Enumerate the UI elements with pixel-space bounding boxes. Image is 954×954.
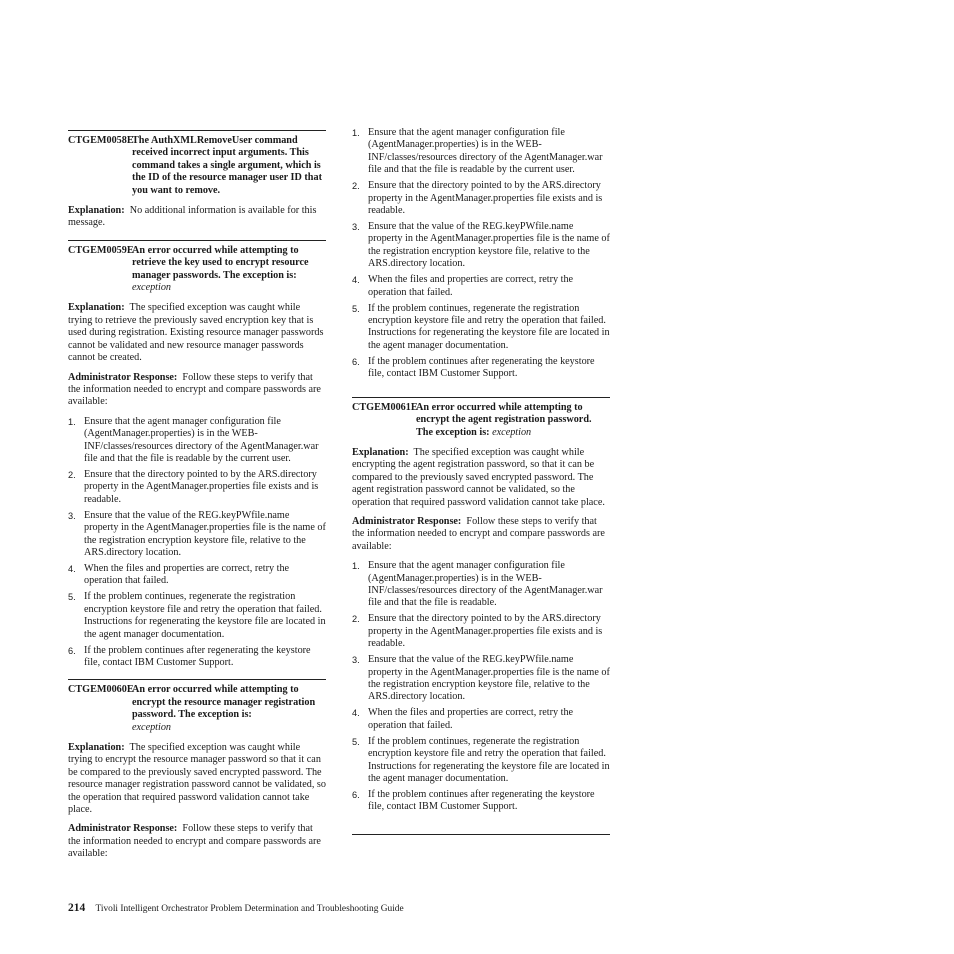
explanation-text: No additional information is available for this message.: [68, 205, 317, 229]
exception-placeholder: exception: [132, 721, 172, 733]
explanation-label: Explanation:: [68, 302, 125, 314]
explanation-text: The specified exception was caught while trying to encrypt the resource manager password so that it can be compared to the previously saved encrypted password. The resource manager registration password cannot be validated, so the operation that required password validation cannot take place.: [68, 742, 326, 816]
book-title: Tivoli Intelligent Orchestrator Problem Determination and Troubleshooting Guide: [95, 904, 404, 914]
list-item: 6. If the problem continues after regenerating the keystore file, contact IBM Customer Support.: [352, 789, 595, 813]
admin-response-label: Administrator Response:: [352, 515, 462, 527]
explanation-text: The specified exception was caught while trying to retrieve the previously saved encryption key that is used during registration. Existing resource manager passwords cannot be validated and new resource manager passwords cannot be created.: [68, 302, 324, 364]
message-id: CTGEM0059E: [68, 244, 134, 256]
list-item: 1. Ensure that the agent manager configuration file (AgentManager.properties) is in the WEB-INF/classes/resources directory of the AgentManager.war file and that the file is readable by the current user.: [68, 415, 319, 464]
exception-placeholder: exception: [132, 282, 172, 294]
list-item: 2. Ensure that the directory pointed to by the ARS.directory property in the AgentManager.properties file exists and is readable.: [352, 180, 603, 217]
explanation: [68, 742, 326, 816]
explanation-label: Explanation:: [352, 446, 409, 458]
list-item: 2. Ensure that the directory pointed to by the ARS.directory property in the AgentManager.properties file exists and is readable.: [68, 468, 319, 505]
explanation: [68, 205, 326, 230]
message-header: [68, 245, 326, 295]
list-item: 3. Ensure that the value of the REG.keyPWfile.name property in the AgentManager.properties file is the name of the registration encryption keystore file, relative to the ARS.directory location.: [352, 654, 610, 703]
message-text: [416, 402, 610, 439]
admin-response: [352, 516, 610, 553]
steps-list: [68, 416, 326, 670]
message-text: The AuthXMLRemoveUser command received incorrect input arguments. This command takes a single argument, which is the ID of the resource manager user ID that you want to remove.: [132, 135, 322, 196]
list-item: 4. When the files and properties are correct, retry the operation that failed.: [68, 562, 290, 587]
list-item: 1. Ensure that the agent manager configuration file (AgentManager.properties) is in the WEB-INF/classes/resources directory of the AgentManager.war file and that the file is readable.: [352, 560, 603, 609]
page-footer: [68, 902, 404, 914]
list-item: 5. If the problem continues, regenerate the registration encryption keystore file and retry the operation that failed. Instructions for regenerating the keystore file are located in the agent manager documentation.: [352, 302, 610, 351]
page-number: 214: [68, 902, 86, 914]
admin-response-text: Follow these steps to verify that the information needed to encrypt and compare passwords are available:: [352, 515, 605, 552]
message-id: CTGEM0058E: [68, 135, 134, 146]
end-divider: [352, 834, 610, 835]
list-item: 2. Ensure that the directory pointed to by the ARS.directory property in the AgentManager.properties file exists and is readable.: [352, 613, 603, 650]
list-item: 5. If the problem continues, regenerate the registration encryption keystore file and retry the operation that failed. Instructions for regenerating the keystore file are located in the agent manager documentation.: [68, 591, 326, 640]
message-ctgem0058e: [68, 130, 326, 230]
explanation: [68, 302, 326, 364]
message-body: An error occurred while attempting to retrieve the key used to encrypt resource manager passwords. The exception is:: [132, 244, 309, 281]
list-item: 4. When the files and properties are correct, retry the operation that failed.: [352, 274, 574, 298]
explanation: [352, 447, 610, 509]
message-id: CTGEM0060E: [68, 684, 134, 696]
admin-response: [68, 823, 326, 860]
message-ctgem0061e: [352, 397, 610, 814]
left-column: [68, 130, 326, 871]
message-body: An error occurred while attempting to encrypt the resource manager registration password. The exception is:: [132, 684, 316, 721]
message-text: [132, 245, 326, 295]
list-item: 4. When the files and properties are correct, retry the operation that failed.: [352, 707, 574, 731]
explanation-label: Explanation:: [68, 742, 125, 754]
message-id: CTGEM0061E: [352, 401, 418, 413]
message-ctgem0059e: [68, 240, 326, 670]
message-text: [132, 684, 326, 734]
admin-response-label: Administrator Response:: [68, 823, 178, 835]
list-item: 6. If the problem continues after regenerating the keystore file, contact IBM Customer Support.: [352, 355, 595, 380]
list-item: 5. If the problem continues, regenerate the registration encryption keystore file and retry the operation that failed. Instructions for regenerating the keystore file are located in the agent manager documentation.: [352, 735, 610, 785]
list-item: 1. Ensure that the agent manager configuration file (AgentManager.properties) is in the WEB-INF/classes/resources directory of the AgentManager.war file and that the file is readable by the current user.: [352, 127, 603, 176]
exception-placeholder: exception: [492, 426, 532, 438]
list-item: 3. Ensure that the value of the REG.keyPWfile.name property in the AgentManager.properties file is the name of the registration encryption keystore file, relative to the ARS.directory location.: [352, 221, 610, 270]
admin-response-text: Follow these steps to verify that the information needed to encrypt and compare passwords are available:: [68, 371, 321, 408]
admin-response: [68, 372, 326, 409]
steps-list-continued: [352, 127, 610, 381]
message-header: [68, 684, 326, 734]
list-item: 3. Ensure that the value of the REG.keyPWfile.name property in the AgentManager.properties file is the name of the registration encryption keystore file, relative to the ARS.directory location.: [68, 509, 326, 558]
admin-response-label: Administrator Response:: [68, 371, 178, 383]
message-header: [68, 135, 326, 197]
message-ctgem0060e: [68, 679, 326, 860]
right-column: [352, 127, 610, 835]
steps-list: [352, 560, 610, 814]
explanation-text: The specified exception was caught while encrypting the agent registration password, so that it can be compared to the previously saved encrypted password. The agent registration password cannot be validated, so the operation that required password validation cannot take place.: [352, 446, 605, 508]
explanation-label: Explanation:: [68, 205, 125, 217]
message-body: An error occurred while attempting to encrypt the agent registration password. The exception is:: [416, 401, 592, 438]
message-header: [352, 402, 610, 439]
list-item: 6. If the problem continues after regenerating the keystore file, contact IBM Customer Support.: [68, 644, 311, 668]
admin-response-text: Follow these steps to verify that the information needed to encrypt and compare passwords are available:: [68, 823, 321, 860]
